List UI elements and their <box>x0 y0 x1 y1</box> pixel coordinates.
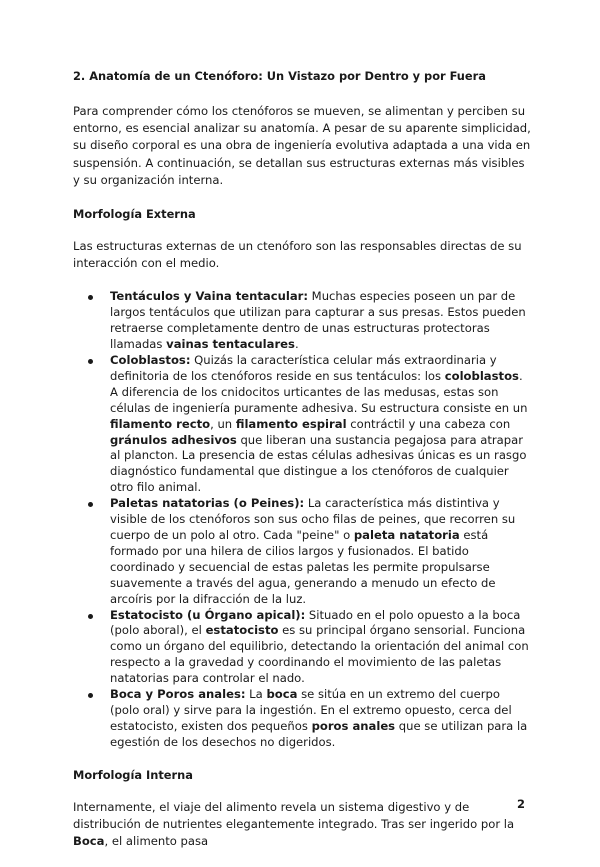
section-heading: 2. Anatomía de un Ctenóforo: Un Vistazo por Dentro y por Fuera <box>73 69 486 83</box>
external-intro-paragraph: Las estructuras externas de un ctenóforo son las responsables directas de su interacción con el medio. <box>73 239 522 271</box>
item-text: contráctil y una cabeza con <box>346 416 511 431</box>
internal-paragraph <box>73 799 531 851</box>
bullet-icon <box>88 295 93 300</box>
item-text: es su principal órgano sensorial. Funciona como un órgano del equilibrio, detectando la orientación del animal con respecto a la gravedad y coordinando el movimiento de las paletas natatorias para controlar el nado. <box>110 623 529 686</box>
item-text: está formado por una hilera de cilios largos y fusionados. El batido coordinado y secuencial de estas paletas les permite propulsarse suavemente a través del agua, generando a menudo un efecto de arcoíris por la difracción de la luz. <box>110 528 496 606</box>
item-bold-text: coloblastos <box>444 368 519 383</box>
internal-text: Internamente, el viaje del alimento revela un sistema digestivo y de distribución de nutrientes elegantemente integrado. Tras ser ingerido por la <box>73 799 515 831</box>
item-bold-text: paleta natatoria <box>353 528 460 543</box>
term-label: Boca y Poros anales: <box>110 687 246 702</box>
internal-text: , el alimento pasa <box>104 834 209 849</box>
list-item-coloblastos <box>73 353 531 496</box>
term-label: Estatocisto (u Órgano apical): <box>110 607 306 622</box>
item-text: La <box>245 687 267 702</box>
item-text: Muchas especies poseen un par de largos tentáculos que utilizan para capturar a sus presas. Estos pueden retraerse completamente dentro de unas estructuras protectoras llamadas <box>110 289 526 352</box>
item-text: que liberan una sustancia pegajosa para atrapar al plancton. La presencia de estas células adhesivas únicas es un rasgo diagnóstico fundamental que distingue a los ctenóforos de cualquier otro filo animal. <box>110 432 527 495</box>
item-bold-text: boca <box>266 687 298 702</box>
external-morphology-heading: Morfología Externa <box>73 207 196 222</box>
item-text: La característica más distintiva y visible de los ctenóforos son sus ocho filas de peines, que recorren su cuerpo de un polo al otro. Cada "peine" o <box>110 496 516 543</box>
intro-paragraph: Para comprender cómo los ctenóforos se mueven, se alimentan y perciben su entorno, es esencial analizar su anatomía. A pesar de su aparente simplicidad, su diseño corporal es una obra de ingeniería evolutiva adaptada a una vida en suspensión. A continuación, se detallan sus estructuras externas más visibles y su organización interna. <box>73 104 531 187</box>
list-item-boca <box>73 687 531 751</box>
term-label: Paletas natatorias (o Peines): <box>110 496 305 511</box>
item-bold-text: vainas tentaculares <box>166 337 295 352</box>
item-bold-text: estatocisto <box>205 623 279 638</box>
bullet-icon <box>88 359 93 364</box>
item-text: que se utilizan para la egestión de los desechos no digeridos. <box>110 718 528 749</box>
bullet-icon <box>88 693 93 698</box>
internal-bold-text: Boca <box>73 834 105 849</box>
list-item-estatocisto <box>73 608 531 688</box>
term-label: Coloblastos: <box>110 353 191 368</box>
item-bold-text: filamento espiral <box>235 416 347 431</box>
page-number: 2 <box>516 797 525 811</box>
item-bold-text: filamento recto <box>110 416 211 431</box>
page-content <box>73 68 531 867</box>
item-text: . <box>294 337 299 352</box>
item-text: , un <box>210 416 236 431</box>
internal-morphology-heading: Morfología Interna <box>73 767 193 782</box>
list-item-paletas <box>73 496 531 607</box>
item-text: se sitúa en un extremo del cuerpo (polo oral) y sirve para la ingestión. En el extremo opuesto, cerca del estatocisto, existen dos pequeños <box>110 687 512 733</box>
bullet-icon <box>88 502 93 507</box>
list-item-tentaculos <box>73 289 531 353</box>
item-bold-text: gránulos adhesivos <box>110 432 237 447</box>
item-text: . A diferencia de los cnidocitos urticantes de las medusas, estas son células de ingeniería puramente adhesiva. Su estructura consiste en un <box>110 368 528 415</box>
bullet-icon <box>88 614 93 619</box>
item-text: Quizás la característica celular más extraordinaria y definitoria de los ctenóforos reside en sus tentáculos: los <box>110 353 497 383</box>
term-label: Tentáculos y Vaina tentacular: <box>110 289 308 304</box>
item-bold-text: poros anales <box>311 718 396 733</box>
external-structures-list <box>73 289 531 750</box>
item-text: Situado en el polo opuesto a la boca (polo aboral), el <box>110 607 521 638</box>
